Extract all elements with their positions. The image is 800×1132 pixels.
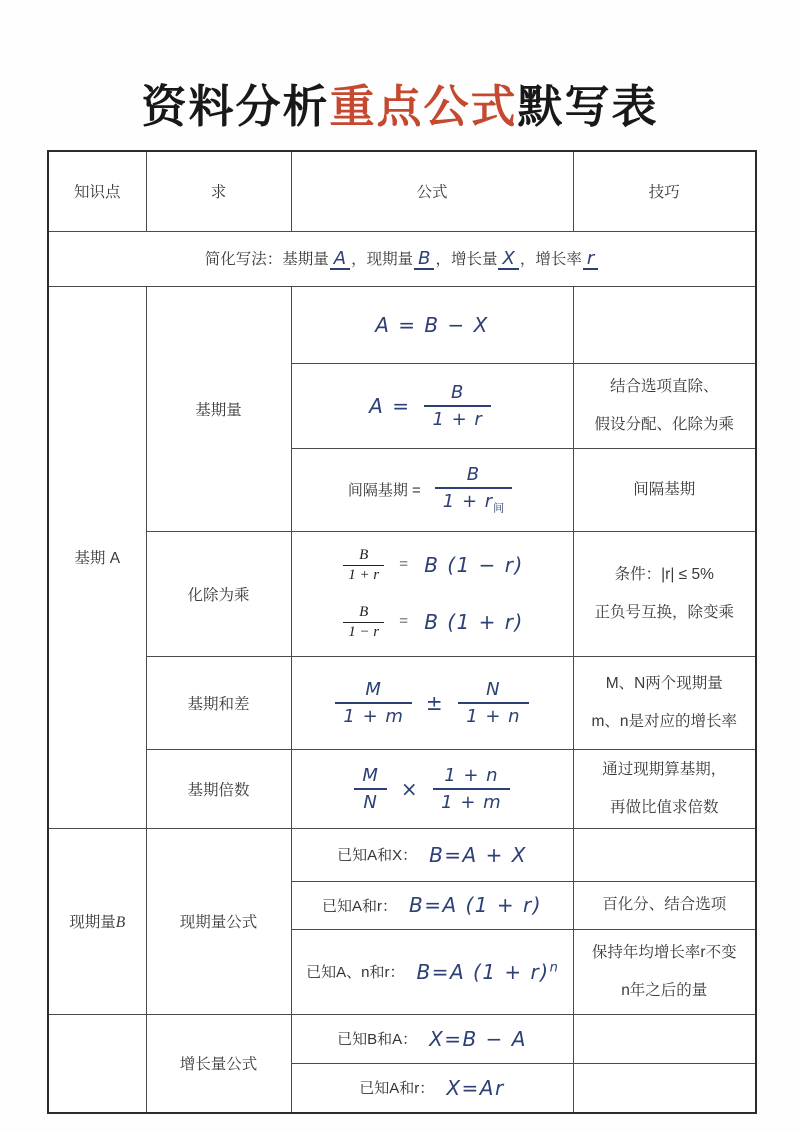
title-part-red: 重点公式 (329, 81, 518, 132)
formula-f6-fraction2 (433, 765, 510, 813)
knowledge-cell-current-b (48, 828, 146, 1014)
tip-f6-line1: 通过现期算基期， (602, 760, 727, 778)
formula-f7-label: 已知A和X： (337, 847, 418, 864)
formula-cell-f4 (291, 531, 573, 656)
formula-f5-fraction1 (335, 679, 412, 727)
formula-f3-label: 间隔基期 = (347, 482, 421, 499)
note-letter-r: r (583, 250, 598, 271)
note-letter-a: A (330, 250, 350, 271)
formula-f4a-denominator: 1 + r (343, 565, 384, 584)
tip-cell-f5 (573, 656, 756, 749)
formula-cell-f2 (291, 363, 573, 448)
tip-cell-f3: 间隔基期 (573, 448, 756, 531)
formula-f9-exponent: n (549, 959, 558, 975)
formula-cell-f11 (291, 1063, 573, 1113)
formula-cell-f6 (291, 749, 573, 828)
tip-f6-line2: 再做比值求倍数 (609, 798, 719, 816)
tip-cell-f9 (573, 929, 756, 1014)
formula-cell-f7 (291, 828, 573, 881)
formula-f4a-rhs: B (1 − r) (424, 553, 524, 577)
find-cell-div-to-mul: 化除为乘 (146, 531, 291, 656)
formula-f4b (340, 604, 524, 641)
row-base-multiple (48, 749, 756, 828)
formula-f4a (340, 547, 524, 584)
formula-f6-num1: M (362, 764, 379, 786)
formula-f4b-denominator: 1 − r (343, 622, 384, 641)
tip-cell-f2 (573, 363, 756, 448)
header-formula: 公式 (291, 151, 573, 231)
formula-f6-den2: 1 + m (433, 788, 510, 813)
find-cell-current-formula: 现期量公式 (146, 828, 291, 1014)
tip-cell-f6 (573, 749, 756, 828)
note-text-0: 简化写法：基期量 (204, 250, 329, 268)
formula-f4b-fraction (343, 604, 384, 641)
formula-cell-f5 (291, 656, 573, 749)
tip-f4-line2: 正负号互换，除变乘 (594, 603, 734, 621)
title-part-black1: 资料分析 (141, 81, 330, 132)
find-cell-growth-formula: 增长量公式 (146, 1014, 291, 1113)
formula-cell-f9 (291, 929, 573, 1014)
formula-f10: X=B − A (429, 1026, 527, 1051)
formula-table (47, 150, 757, 1114)
formula-f1: A = B − X (375, 312, 489, 337)
formula-f5-fraction2 (458, 679, 528, 727)
knowledge-current-text: 现期量 (69, 914, 116, 931)
note-letter-x: X (498, 250, 518, 271)
title-part-black2: 默写表 (517, 81, 659, 132)
find-cell-base-qty: 基期量 (146, 286, 291, 531)
formula-f3-fraction (435, 464, 512, 516)
note-text-1: ，现期量 (351, 250, 414, 268)
formula-f5-num2: N (486, 678, 501, 700)
tip-f2-line1: 结合选项直除、 (609, 377, 719, 395)
row-base-qty-1 (48, 286, 756, 363)
formula-f6-operator: × (400, 776, 420, 801)
formula-f4a-equals: = (399, 556, 409, 573)
header-find: 求 (146, 151, 291, 231)
page-title (0, 70, 800, 135)
header-knowledge-point: 知识点 (48, 151, 146, 231)
tip-f9-line1: 保持年均增长率r不变 (591, 943, 737, 961)
find-cell-base-multiple: 基期倍数 (146, 749, 291, 828)
formula-cell-f3 (291, 448, 573, 531)
formula-f5-den1: 1 + m (335, 702, 412, 727)
tip-f2-line2: 假设分配、化除为乘 (594, 415, 734, 433)
formula-f4a-fraction (343, 547, 384, 584)
formula-f2-fraction (424, 382, 490, 430)
formula-f8-label: 已知A和r： (321, 897, 397, 915)
formula-f5-operator: ± (425, 690, 445, 715)
tip-cell-f10-empty (573, 1014, 756, 1063)
tip-cell-f4 (573, 531, 756, 656)
row-base-sum-diff (48, 656, 756, 749)
formula-f7: B=A + X (429, 842, 527, 867)
note-cell (48, 231, 756, 286)
header-row (48, 151, 756, 231)
formula-f5-num1: M (365, 678, 382, 700)
tip-cell-f1-empty (573, 286, 756, 363)
formula-f3-denominator (435, 487, 512, 516)
formula-f11: X=Ar (446, 1075, 505, 1100)
formula-f4b-rhs: B (1 + r) (424, 610, 524, 634)
formula-f2-denominator: 1 + r (424, 405, 490, 430)
formula-f6-num2: 1 + n (444, 764, 499, 786)
note-text-3: ，增长率 (519, 250, 582, 268)
row-div-to-mul (48, 531, 756, 656)
formula-f3-den-main: 1 + r (442, 490, 494, 512)
knowledge-cell-growth-empty (48, 1014, 146, 1113)
tip-cell-f8: 百化分、结合选项 (573, 881, 756, 929)
formula-f9 (417, 960, 558, 984)
tip-f9-line2: n年之后的量 (621, 981, 708, 999)
header-technique: 技巧 (573, 151, 756, 231)
formula-cell-f1 (291, 286, 573, 363)
formula-f5-den2: 1 + n (458, 702, 528, 727)
row-growth-1 (48, 1014, 756, 1063)
find-cell-base-sum-diff: 基期和差 (146, 656, 291, 749)
formula-f3-numerator: B (466, 463, 481, 485)
tip-f5-line1: M、N两个现期量 (605, 674, 723, 692)
formula-f4b-equals: = (399, 613, 409, 630)
formula-cell-f10 (291, 1014, 573, 1063)
tip-f5-line2: m、n是对应的增长率 (591, 712, 738, 730)
knowledge-cell-base-a: 基期 A (48, 286, 146, 828)
formula-f8: B=A (1 + r) (408, 893, 543, 917)
knowledge-current-b-letter: B (115, 914, 126, 931)
formula-f4b-numerator: B (359, 603, 369, 620)
tip-cell-f7-empty (573, 828, 756, 881)
note-letter-b: B (414, 250, 434, 271)
formula-f6-fraction1 (354, 765, 387, 813)
formula-f6-den1: N (354, 788, 387, 813)
formula-f11-label: 已知A和r： (359, 1080, 435, 1098)
formula-f10-label: 已知B和A： (337, 1031, 418, 1048)
row-current-1 (48, 828, 756, 881)
formula-f2-numerator: B (450, 381, 465, 403)
formula-cell-f8 (291, 881, 573, 929)
tip-f4-line1: 条件：|r| ≤ 5% (614, 565, 714, 583)
formula-f4a-numerator: B (359, 546, 369, 563)
tip-cell-f11-empty (573, 1063, 756, 1113)
note-row (48, 231, 756, 286)
formula-f9-label: 已知A、n和r： (306, 964, 405, 981)
formula-f9-body: B=A (1 + r) (416, 959, 550, 984)
formula-f3-den-subscript: 间 (493, 501, 505, 515)
formula-f2-lead: A = (369, 393, 411, 418)
note-text-2: ，增长量 (435, 250, 498, 268)
